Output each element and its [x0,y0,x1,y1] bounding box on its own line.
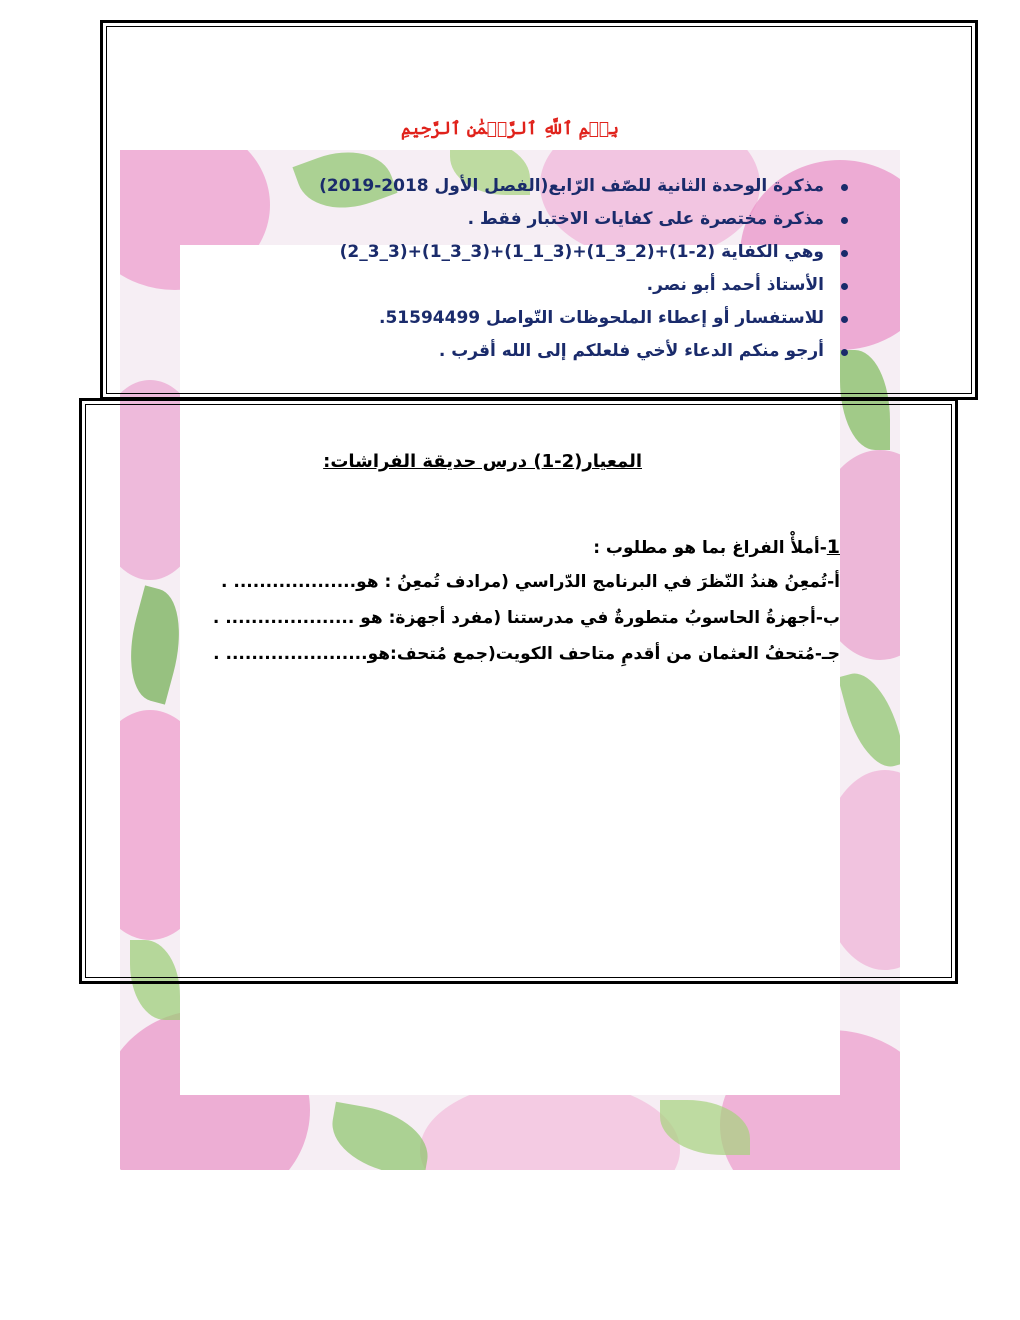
question-item: جـ-مُتحفُ العثمان من أقدمِ متاحف الكويت(جمع مُتحف:هو...................... . [213,644,840,664]
bullet-icon [841,250,848,257]
bullet-icon [841,283,848,290]
question-item: ب-أجهزةُ الحاسوبُ متطورةٌ في مدرستنا (مفرد أجهزة: هو .................... . [212,608,840,628]
question-item: أ-تُمعِنُ هندُ النّظرَ في البرنامج الدّراسي (مرادف تُمعِنُ : هو................... . [221,572,840,592]
bullet-icon [841,217,848,224]
intro-item: وهي الكفاية (2-1)+(2_3_1)+(3_1_1)+(3_3_1)+(3_3_2) [208,236,848,269]
intro-item: مذكرة الوحدة الثانية للصّف الرّابع(الفصل الأول 2018-2019) [208,170,848,203]
intro-item: مذكرة مختصرة على كفايات الاختبار فقط . [208,203,848,236]
intro-list [208,170,848,368]
intro-item: الأستاذ أحمد أبو نصر. [208,269,848,302]
intro-item: للاستفسار أو إعطاء الملحوظات التّواصل 51594499. [208,302,848,335]
lesson-heading: المعيار(2-1) درس حديقة الفراشات: [323,451,642,472]
intro-item: أرجو منكم الدعاء لأخي فلعلكم إلى الله أقرب . [208,335,848,368]
bullet-icon [841,316,848,323]
question-number: 1 [826,536,840,558]
bullet-icon [841,349,848,356]
question-title [593,536,840,558]
lesson-frame [79,398,958,984]
bullet-icon [841,184,848,191]
basmala: بِسۡمِ ٱللَّهِ ٱلرَّحۡمَٰنِ ٱلرَّحِيمِ [401,119,619,139]
question-text: -أملأْ الفراغ بما هو مطلوب : [593,538,827,558]
